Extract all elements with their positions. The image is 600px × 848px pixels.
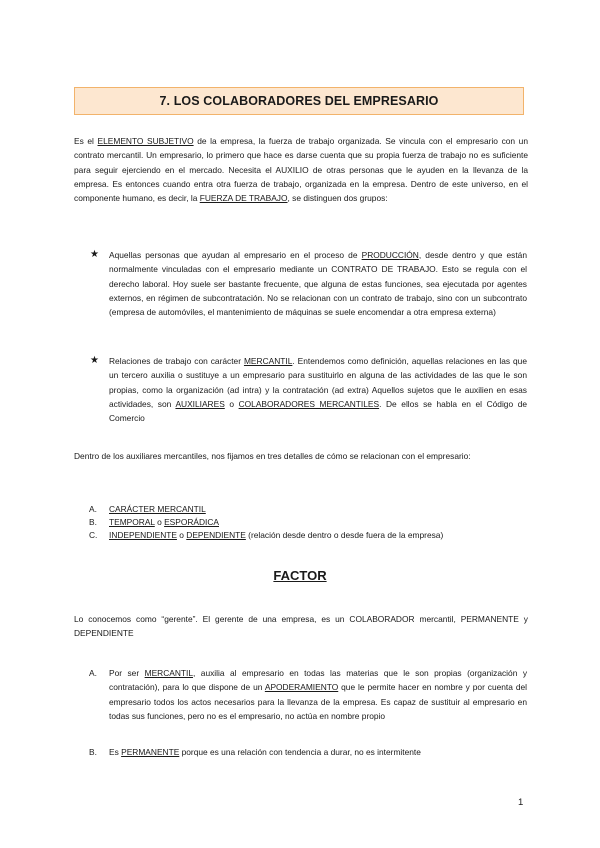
factor-item-permanente: [109, 745, 421, 759]
list-letter: C.: [89, 530, 98, 540]
underlined-term: TEMPORAL: [109, 517, 155, 527]
text-run: Es el: [74, 136, 98, 146]
text-run: o: [176, 530, 187, 540]
intro-paragraph: [74, 134, 528, 205]
text-run: , desde dentro y que están normalmente vinculadas con el empresario mediante un CONTRATO DE TRABAJO. Esto se regula con el derecho laboral. Hoy suele ser bastante frecuente, que alguna de estas funciones, sea ejecutada por agentes externos, en régimen de subcontratación. No se relacionan con un contrato de trabajo, sino con un subcontrato (empresa de automóviles, el mantenimiento de máquinas se suele encomendar a otra empresa externa): [109, 250, 527, 318]
underlined-term: AUXILIARES: [175, 398, 225, 409]
text-run: o: [154, 517, 165, 527]
factor-heading-text: FACTOR: [273, 568, 327, 583]
list-item-temporal: [109, 515, 219, 529]
star-bullet-icon: ★: [90, 249, 99, 260]
factor-item-mercantil: [109, 666, 527, 723]
star-bullet-icon: ★: [90, 355, 99, 366]
underlined-term: PERMANENTE: [121, 747, 180, 757]
text-run: o: [224, 398, 239, 409]
text-run: de la empresa, la fuerza de trabajo organizada. Se vincula con el empresario con un contrato mercantil. Un empresario, lo primero que hace es darse cuenta que su propia fuerza de trabajo no es suficiente para seguir ejerciendo en el mercado. Necesita el AUXILIO de otras personas que le ayuden en la llevanza de la empresa. Es entonces cuando entra otra fuerza de trabajo, organizada en la empresa. Dentro de este universo, en el componente humano, es decir, la: [74, 136, 528, 204]
underlined-term: COLABORADORES MERCANTILES: [238, 398, 380, 409]
factor-intro-paragraph: Lo conocemos como “gerente”. El gerente de una empresa, es un COLABORADOR mercantil, PERMANENTE y DEPENDIENTE: [74, 614, 528, 639]
text-run: , auxilia al empresario en todas las materias que le son propias (organización y contratación), para lo que dispone de un: [109, 668, 528, 693]
underlined-term: PRODUCCIÓN: [361, 250, 419, 260]
section-title: 7. LOS COLABORADORES DEL EMPRESARIO: [159, 94, 439, 108]
text-run: , se distinguen dos grupos:: [287, 193, 388, 204]
underlined-term: APODERAMIENTO: [264, 682, 339, 693]
underlined-term: MERCANTIL: [144, 668, 193, 678]
list-letter: B.: [89, 747, 97, 757]
text-run: . Entendemos como definición, aquellas relaciones en las que un tercero auxilia o sustituye a un empresario para sustituirlo en alguna de las actividades de las que le son propias, como la organización (ad intra) y la contratación (ad extra) Aquellos sujetos que le auxilien en esas actividades, son: [109, 356, 527, 409]
text-run: (relación desde dentro o desde fuera de la empresa): [245, 530, 444, 540]
auxiliares-intro-paragraph: Dentro de los auxiliares mercantiles, nos fijamos en tres detalles de cómo se relacionan con el empresario:: [74, 451, 471, 461]
underlined-term: ELEMENTO SUBJETIVO: [97, 136, 194, 146]
text-run: que le permite hacer en nombre y por cuenta del empresario todos los actos necesarios para la llevanza de la empresa. Es capaz de sustituir al empresario en todas sus funciones, pero no es el empresario, no actúa en nombre propio: [109, 682, 527, 721]
underlined-term: CARÁCTER MERCANTIL: [109, 504, 206, 514]
underlined-term: INDEPENDIENTE: [109, 530, 177, 540]
bullet-paragraph-mercantil: [109, 354, 527, 425]
list-letter: B.: [89, 517, 97, 527]
text-run: Aquellas personas que ayudan al empresario en el proceso de: [109, 250, 362, 260]
underlined-term: ESPORÁDICA: [164, 517, 219, 527]
underlined-term: DEPENDIENTE: [186, 530, 246, 540]
page-number: 1: [518, 797, 524, 808]
text-run: Es: [109, 747, 122, 757]
bullet-paragraph-produccion: [109, 248, 527, 319]
factor-heading: [0, 568, 600, 583]
text-run: Relaciones de trabajo con carácter: [109, 356, 244, 366]
list-item-independiente: [109, 528, 443, 542]
list-item-caracter: [109, 502, 206, 516]
text-run: Por ser: [109, 668, 145, 678]
underlined-term: MERCANTIL: [243, 356, 293, 366]
list-letter: A.: [89, 504, 97, 514]
underlined-term: FUERZA DE TRABAJO: [199, 193, 288, 204]
section-title-box: [74, 87, 524, 115]
text-run: . De ellos se habla en el Código de Comercio: [109, 398, 528, 424]
text-run: porque es una relación con tendencia a durar, no es intermitente: [179, 747, 421, 757]
list-letter: A.: [89, 668, 97, 678]
